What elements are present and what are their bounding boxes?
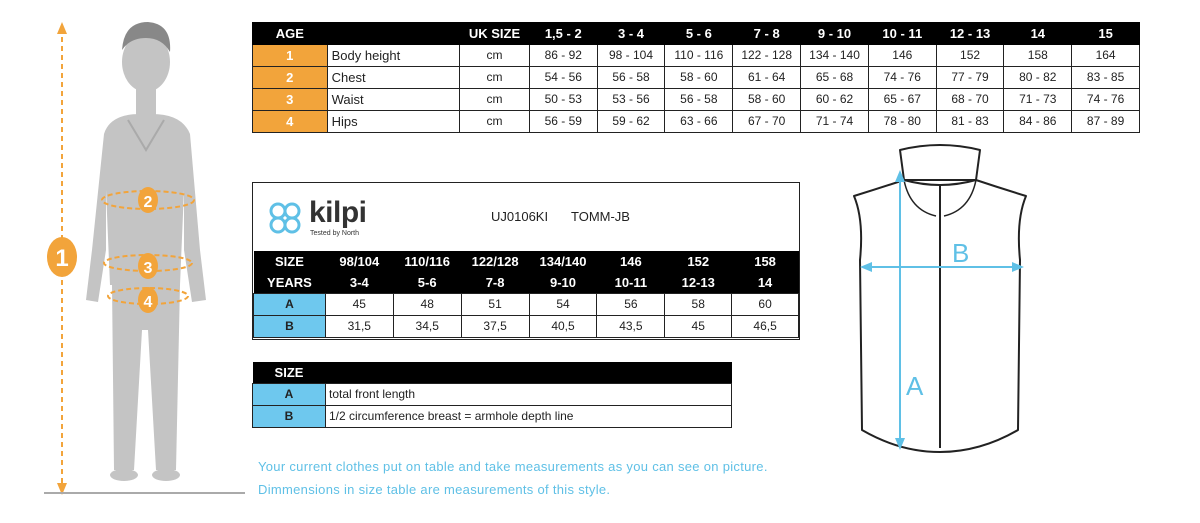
measure-cell: 46,5: [732, 316, 799, 338]
header-cell: 3 - 4: [597, 23, 665, 45]
size-cell: 56 - 58: [665, 89, 733, 111]
size-cell: 84 - 86: [1004, 111, 1072, 133]
size-cell: 86 - 92: [529, 45, 597, 67]
row-label: Waist: [327, 89, 459, 111]
size-cell: 98 - 104: [597, 45, 665, 67]
measure-cell: 51: [461, 294, 529, 316]
size-cell: 98/104: [325, 251, 393, 272]
size-cell: 158: [732, 251, 799, 272]
chart-header-row: [253, 23, 1140, 45]
size-cell: 74 - 76: [1072, 89, 1140, 111]
kilpi-knot-icon: [265, 201, 305, 235]
svg-text:3: 3: [143, 260, 153, 277]
size-cell: 152: [665, 251, 732, 272]
size-cell: 61 - 64: [733, 67, 801, 89]
header-cell: 14: [1004, 23, 1072, 45]
size-cell: 67 - 70: [733, 111, 801, 133]
row-label: Chest: [327, 67, 459, 89]
size-cell: 71 - 73: [1004, 89, 1072, 111]
row-label: Body height: [327, 45, 459, 67]
legend-header-spacer: [326, 362, 732, 384]
header-cell: 9 - 10: [801, 23, 869, 45]
header-cell: [327, 23, 459, 45]
instruction-note: Your current clothes put on table and take measurements as you can see on picture.: [258, 459, 768, 474]
legend-label: A: [253, 384, 326, 406]
size-cell: 152: [936, 45, 1004, 67]
table-row: [254, 316, 799, 338]
row-unit: cm: [460, 89, 530, 111]
brand-logo: kilpi: [309, 196, 367, 229]
measure-cell: 37,5: [461, 316, 529, 338]
marker-4: [138, 287, 158, 313]
row-unit: cm: [460, 111, 530, 133]
row-label: B: [254, 316, 326, 338]
vest-diagram: [840, 140, 1040, 460]
years-cell: 7-8: [461, 272, 529, 294]
size-cell: 63 - 66: [665, 111, 733, 133]
header-cell: 15: [1072, 23, 1140, 45]
vest-label-a: A: [906, 371, 924, 401]
marker-3: [138, 253, 158, 279]
measure-cell: 60: [732, 294, 799, 316]
svg-text:2: 2: [143, 194, 153, 211]
vest-label-b: B: [952, 238, 970, 268]
row-label: Hips: [327, 111, 459, 133]
product-chart-header: [253, 183, 799, 251]
measure-cell: 45: [665, 316, 732, 338]
measure-cell: 58: [665, 294, 732, 316]
size-cell: 80 - 82: [1004, 67, 1072, 89]
measurement-legend: [252, 362, 732, 428]
size-cell: 134/140: [529, 251, 597, 272]
size-cell: 122 - 128: [733, 45, 801, 67]
measure-cell: 56: [597, 294, 665, 316]
header-cell: 12 - 13: [936, 23, 1004, 45]
size-cell: 110 - 116: [665, 45, 733, 67]
marker-1: [47, 237, 77, 277]
years-cell: 10-11: [597, 272, 665, 294]
size-row: [254, 251, 799, 272]
size-cell: 58 - 60: [733, 89, 801, 111]
table-row: [253, 384, 732, 406]
size-cell: 74 - 76: [868, 67, 936, 89]
size-cell: 56 - 58: [597, 67, 665, 89]
row-unit: cm: [460, 45, 530, 67]
size-cell: 56 - 59: [529, 111, 597, 133]
product-code: UJ0106KI: [491, 209, 549, 224]
size-cell: 87 - 89: [1072, 111, 1140, 133]
size-cell: 81 - 83: [936, 111, 1004, 133]
size-cell: 122/128: [461, 251, 529, 272]
table-row: [253, 406, 732, 428]
table-row: [253, 67, 1140, 89]
size-cell: 60 - 62: [801, 89, 869, 111]
row-number: 2: [253, 67, 328, 89]
legend-text: 1/2 circumference breast = armhole depth line: [326, 406, 732, 428]
measure-cell: 40,5: [529, 316, 597, 338]
size-label: SIZE: [254, 251, 326, 272]
table-row: [253, 89, 1140, 111]
legend-label: B: [253, 406, 326, 428]
header-cell: AGE: [253, 23, 328, 45]
marker-2: [138, 187, 158, 213]
table-row: [253, 111, 1140, 133]
measure-cell: 31,5: [325, 316, 393, 338]
body-measurement-figure: [0, 0, 250, 523]
years-cell: 5-6: [393, 272, 461, 294]
product-size-chart: [252, 182, 800, 340]
svg-text:4: 4: [143, 294, 153, 311]
size-cell: 54 - 56: [529, 67, 597, 89]
years-cell: 9-10: [529, 272, 597, 294]
years-cell: 3-4: [325, 272, 393, 294]
size-cell: 77 - 79: [936, 67, 1004, 89]
header-cell: 5 - 6: [665, 23, 733, 45]
size-cell: 53 - 56: [597, 89, 665, 111]
legend-header-row: [253, 362, 732, 384]
size-cell: 158: [1004, 45, 1072, 67]
size-cell: 164: [1072, 45, 1140, 67]
header-cell: 1,5 - 2: [529, 23, 597, 45]
years-row: [254, 272, 799, 294]
row-number: 3: [253, 89, 328, 111]
header-cell: UK SIZE: [460, 23, 530, 45]
size-cell: 65 - 67: [868, 89, 936, 111]
measure-cell: 48: [393, 294, 461, 316]
measure-cell: 45: [325, 294, 393, 316]
size-cell: 146: [597, 251, 665, 272]
size-cell: 50 - 53: [529, 89, 597, 111]
row-number: 4: [253, 111, 328, 133]
size-cell: 78 - 80: [868, 111, 936, 133]
size-cell: 68 - 70: [936, 89, 1004, 111]
measure-cell: 34,5: [393, 316, 461, 338]
years-cell: 12-13: [665, 272, 732, 294]
product-model: TOMM-JB: [571, 209, 630, 224]
row-number: 1: [253, 45, 328, 67]
years-cell: 14: [732, 272, 799, 294]
size-cell: 146: [868, 45, 936, 67]
legend-text: total front length: [326, 384, 732, 406]
table-row: [253, 45, 1140, 67]
general-size-chart: [252, 22, 1140, 133]
size-cell: 65 - 68: [801, 67, 869, 89]
size-cell: 71 - 74: [801, 111, 869, 133]
instruction-note: Dimmensions in size table are measurements of this style.: [258, 482, 611, 497]
size-cell: 110/116: [393, 251, 461, 272]
size-cell: 59 - 62: [597, 111, 665, 133]
size-cell: 58 - 60: [665, 67, 733, 89]
years-label: YEARS: [254, 272, 326, 294]
measure-cell: 43,5: [597, 316, 665, 338]
brand-tagline: Tested by North: [310, 230, 360, 237]
header-cell: 7 - 8: [733, 23, 801, 45]
svg-text:1: 1: [55, 245, 69, 272]
header-cell: 10 - 11: [868, 23, 936, 45]
table-row: [254, 294, 799, 316]
measure-cell: 54: [529, 294, 597, 316]
legend-header: SIZE: [253, 362, 326, 384]
size-cell: 134 - 140: [801, 45, 869, 67]
row-label: A: [254, 294, 326, 316]
row-unit: cm: [460, 67, 530, 89]
product-size-table: [253, 251, 799, 338]
size-cell: 83 - 85: [1072, 67, 1140, 89]
